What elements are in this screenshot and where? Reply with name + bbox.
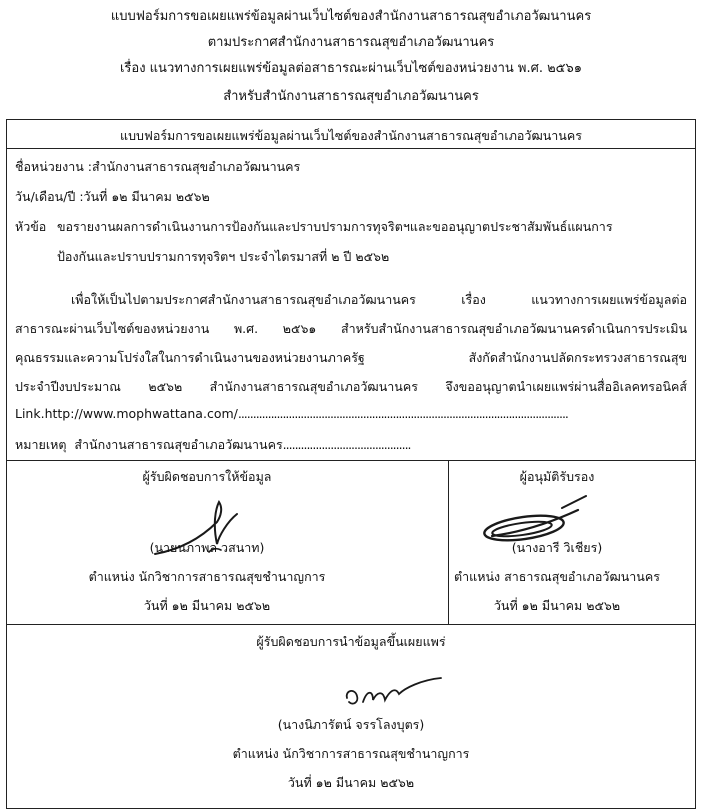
agency-line: ชื่อหน่วยงาน :สำนักงานสาธารณสุขอำเภอวัฒนานคร xyxy=(15,159,301,174)
body-line-1: เพื่อให้เป็นไปตามประกาศสำนักงานสาธารณสุขอำเภอวัฒนานคร เรื่อง แนวทางการเผยแพร่ข้อมูลต่อ xyxy=(71,292,687,307)
header-line-1: แบบฟอร์มการขอเผยแพร่ข้อมูลผ่านเว็บไซต์ของสำนักงานสาธารณสุขอำเภอวัฒนานคร xyxy=(110,9,592,24)
note-dotted-line: ........................................... xyxy=(282,437,411,452)
body-line-4: ประจำปีงบประมาณ ๒๕๖๒ สำนักงานสาธารณสุขอำเภอวัฒนานคร จึงขออนุญาตนำเผยแพร่ผ่านสื่ออิเลคทรอนิคส์ xyxy=(15,379,687,394)
header-line-4: สำหรับสำนักงานสาธารณสุขอำเภอวัฒนานคร xyxy=(223,89,479,104)
left-signer-position: ตำแหน่ง นักวิชาการสาธารณสุขชำนาญการ xyxy=(88,569,326,584)
bottom-signer-heading: ผู้รับผิดชอบการนำข้อมูลขึ้นเผยแพร่ xyxy=(256,634,446,649)
bottom-signer-name: (นางนิภารัตน์ จรรโลงบุตร) xyxy=(277,717,425,732)
note-label: หมายเหตุ xyxy=(15,437,67,452)
left-signer-name: (นายนภาพล วสนาท) xyxy=(149,540,265,555)
divider-title xyxy=(7,148,695,149)
date-line: วัน/เดือน/ปี :วันที่ ๑๒ มีนาคม ๒๕๖๒ xyxy=(15,189,210,204)
subject-label: หัวข้อ xyxy=(15,219,47,234)
header-line-3: เรื่อง แนวทางการเผยแพร่ข้อมูลต่อสาธารณะผ่านเว็บไซต์ของหน่วยงาน พ.ศ. ๒๕๖๑ xyxy=(119,61,583,76)
body-line-3: คุณธรรมและความโปร่งใสในการดำเนินงานของหน่วยงานภาครัฐ สังกัดสำนักงานปลัดกระทรวงสาธารณสุข xyxy=(15,350,687,365)
note-text: สำนักงานสาธารณสุขอำเภอวัฒนานคร xyxy=(74,437,283,452)
bottom-signature-mark xyxy=(337,668,457,718)
divider-signatures xyxy=(7,460,695,461)
link-row xyxy=(15,406,568,421)
subject-line-2: ป้องกันและปราบปรามการทุจริตฯ ประจำไตรมาสที่ ๒ ปี ๒๕๖๒ xyxy=(57,249,390,264)
header-line-2: ตามประกาศสำนักงานสาธารณสุขอำเภอวัฒนานคร xyxy=(207,35,495,50)
link-dotted-line: ............................................................................................................... xyxy=(237,406,568,421)
bottom-signer-position: ตำแหน่ง นักวิชาการสาธารณสุขชำนาญการ xyxy=(232,746,470,761)
form-box xyxy=(6,119,696,809)
subject-line-1: ขอรายงานผลการดำเนินงานการป้องกันและปราบปรามการทุจริตฯและขออนุญาตประชาสัมพันธ์แผนการ xyxy=(57,219,613,234)
bottom-signer-date: วันที่ ๑๒ มีนาคม ๒๕๖๒ xyxy=(287,775,415,790)
note-row xyxy=(15,435,411,455)
right-signer-heading: ผู้อนุมัติรับรอง xyxy=(519,469,595,484)
divider-bottom xyxy=(7,624,695,625)
form-title: แบบฟอร์มการขอเผยแพร่ข้อมูลผ่านเว็บไซต์ของสำนักงานสาธารณสุขอำเภอวัฒนานคร xyxy=(120,128,582,143)
left-signer-date: วันที่ ๑๒ มีนาคม ๒๕๖๒ xyxy=(143,598,271,613)
right-signer-name: (นางอารี วิเชียร) xyxy=(511,540,603,555)
website-link[interactable]: Link.http://www.mophwattana.com/ xyxy=(15,406,238,421)
right-signer-date: วันที่ ๑๒ มีนาคม ๒๕๖๒ xyxy=(493,598,621,613)
right-signer-position: ตำแหน่ง สาธารณสุขอำเภอวัฒนานคร xyxy=(454,569,660,584)
body-line-2: สาธารณะผ่านเว็บไซต์ของหน่วยงาน พ.ศ. ๒๕๖๑ สำหรับสำนักงานสาธารณสุขอำเภอวัฒนานครดำเนินการประเมิน xyxy=(15,321,687,336)
left-signer-heading: ผู้รับผิดชอบการให้ข้อมูล xyxy=(142,469,272,484)
